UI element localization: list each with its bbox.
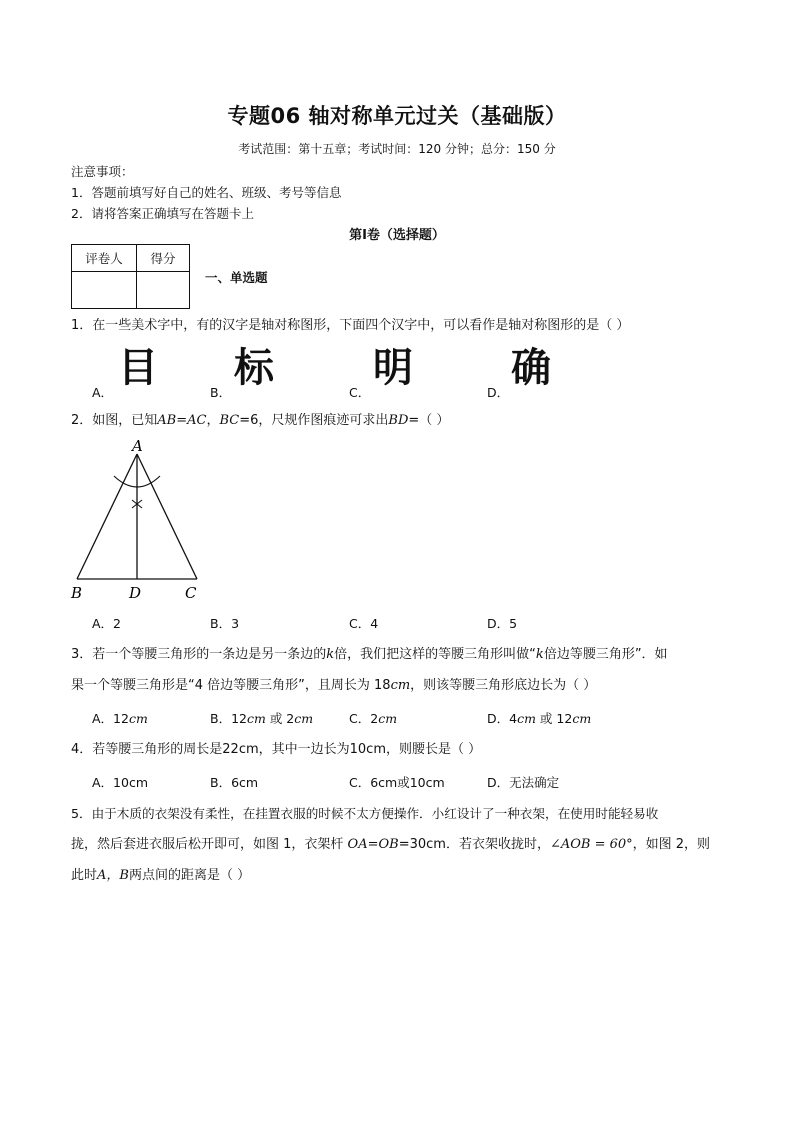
q3-option-c-pre: C．2 [349,711,379,726]
q3-line2-a: 果一个等腰三角形是“4 倍边等腰三角形”，且周长为 18 [71,678,391,693]
side-ab [77,454,137,579]
q3-option-c-unit: cm [378,711,398,726]
q1-option-a-char: 目 [118,345,158,391]
exam-info: 考试范围：第十五章；考试时间：120 分钟；总分：150 分 [238,142,556,156]
q1-option-d-label: D． [487,385,510,400]
q1-text: 1．在一些美术字中，有的汉字是轴对称图形，下面四个汉字中，可以看作是轴对称图形的是（ ） [71,318,630,333]
notice-item-1: 1．答题前填写好自己的姓名、班级、考号等信息 [71,185,342,200]
q2-text-suffix: =（ ） [408,413,450,428]
q3-option-b [210,709,313,727]
q2-text-mid: ， [206,413,220,428]
side-ac [137,454,197,579]
q3-line-2 [71,676,596,696]
q3-line1-k2: k [535,647,544,662]
q3-option-b-pre: B．12 [210,711,247,726]
q2-option-a: A．2 [92,616,122,631]
q2-text [71,411,449,431]
q3-option-d-unit: cm [517,711,536,726]
q2-option-d: D．5 [487,616,518,631]
q3-line1-b: 倍，我们把这样的等腰三角形叫做“ [334,647,536,662]
q4-option-a: A．10cm [92,775,149,790]
q1-option-b-label: B． [210,385,232,400]
q2-text-mid2: =6，尺规作图痕迹可求出 [239,413,389,428]
q3-option-b-unit2: cm [294,711,314,726]
q3-option-a-pre: A．12 [92,711,129,726]
q3-option-b-unit: cm [246,711,266,726]
q5-line-2 [71,835,710,855]
score-table-score-header: 得分 [137,245,190,272]
score-table [71,244,190,309]
q3-line-1 [71,645,668,665]
notice-heading: 注意事项： [71,164,134,179]
q2-option-b: B．3 [210,616,240,631]
q3-line1-c: 倍边等腰三角形”．如 [543,647,668,662]
q1-option-b-char: 标 [234,345,274,391]
q3-line1-a: 3．若一个等腰三角形的一条边是另一条边的 [71,647,327,662]
q5-line-3 [71,866,250,886]
q3-line1-k: k [326,647,335,662]
q5-line3-b: 两点间的距离是（ ） [128,868,251,883]
q5-line3-ab: A，B [97,868,129,883]
q1-option-c-label: C． [349,385,371,400]
q3-option-d [487,709,591,727]
score-table-grader-cell [72,272,137,309]
q3-option-d-unit2: cm [572,711,592,726]
label-a: A [132,437,143,455]
label-b: B [71,584,83,602]
q5-line-1: 5．由于木质的衣架没有柔性，在挂置衣服的时候不太方便操作．小红设计了一种衣架，在使用时能轻易收 [71,806,659,821]
q5-line2-c: ，如图 2，则 [632,837,711,852]
q5-line2-a: 拢，然后套进衣服后松开即可，如图 1，衣架杆 [71,837,348,852]
label-c: C [185,584,197,602]
q5-line2-angle: ∠AOB = 60° [549,837,633,852]
label-d: D [129,584,142,602]
q4-text: 4．若等腰三角形的周长是22cm，其中一边长为10cm，则腰长是（ ） [71,742,482,757]
q5-line2-oa: OA=OB [347,837,399,852]
score-table-grader-header: 评卷人 [72,245,137,272]
q3-option-a-unit: cm [128,711,148,726]
q2-text-prefix: 2．如图，已知 [71,413,158,428]
q2-option-c: C．4 [349,616,379,631]
q3-line2-cm: cm [390,678,411,693]
q2-text-bd: BD [388,413,409,428]
page-title: 专题06 轴对称单元过关（基础版） [227,104,567,128]
q2-text-ab: AB=AC [157,413,207,428]
q3-option-a [92,709,148,727]
q1-option-a-label: A． [92,385,114,400]
q3-option-d-post: 或 12 [535,711,573,726]
q3-option-d-pre: D．4 [487,711,518,726]
volume-title: 第Ⅰ卷（选择题） [349,228,445,243]
q5-line3-a: 此时 [71,868,98,883]
notice-item-2: 2．请将答案正确填写在答题卡上 [71,206,254,221]
section-title: 一、单选题 [205,270,268,285]
q2-text-bc: BC [219,413,240,428]
q3-option-b-post: 或 2 [265,711,295,726]
score-table-score-cell [137,272,190,309]
q4-option-b: B．6cm [210,775,259,790]
q5-line2-b: =30cm．若衣架收拢时， [398,837,550,852]
q4-option-d: D．无法确定 [487,775,560,790]
q1-option-d-char: 确 [511,345,551,391]
q4-option-c: C．6cm或10cm [349,775,445,790]
q2-triangle-figure [66,436,216,606]
q3-option-c [349,709,397,727]
q1-option-c-char: 明 [373,345,413,391]
q3-line2-b: ，则该等腰三角形底边长为（ ） [410,678,597,693]
